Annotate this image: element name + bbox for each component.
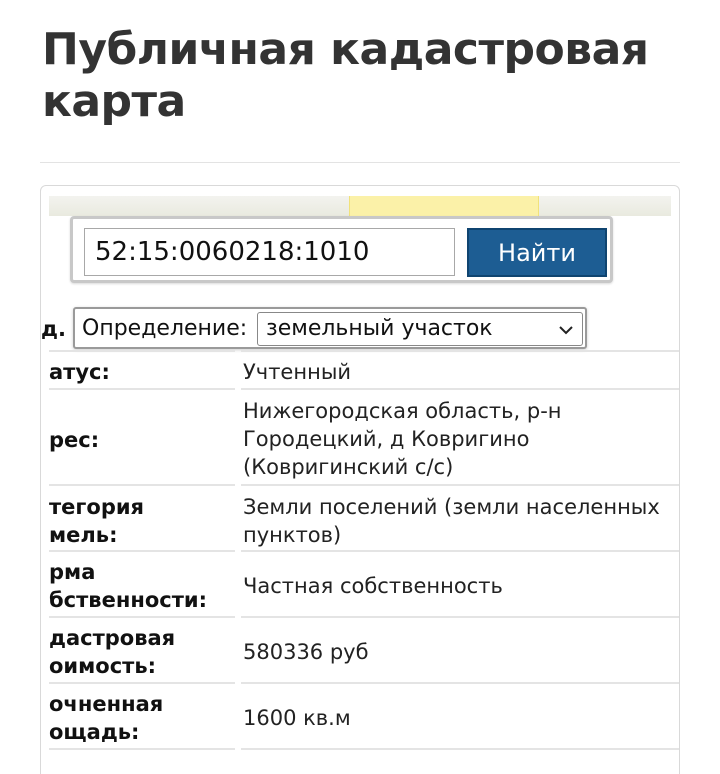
row-value: 1600 кв.м <box>243 706 351 730</box>
row-label: очненная ощадь: <box>49 692 164 744</box>
row-label: рма бственности: <box>49 560 207 612</box>
row-label: рес: <box>49 428 100 452</box>
row-value: Земли поселений (земли населенных пунктов) <box>243 495 660 547</box>
definition-label: Определение: <box>82 316 248 341</box>
row-label: тегория мель: <box>49 495 145 547</box>
row-divider <box>241 616 680 618</box>
row-divider <box>241 748 680 750</box>
cadastral-number-input[interactable] <box>84 228 455 276</box>
title-divider <box>40 162 680 163</box>
find-button[interactable]: Найти <box>467 228 607 277</box>
row-divider <box>241 550 680 552</box>
object-type-selected: земельный участок <box>266 316 493 341</box>
row-divider <box>49 350 235 352</box>
chevron-down-icon <box>558 322 574 338</box>
row-label: атус: <box>49 360 110 384</box>
object-type-select[interactable] <box>257 312 583 346</box>
row-label: дастровая оимость: <box>49 626 176 678</box>
row-divider <box>241 484 680 486</box>
map-highlight <box>349 196 539 216</box>
page-title-line-2: карта <box>42 76 186 127</box>
row-divider <box>49 484 235 486</box>
definition-box <box>73 307 587 349</box>
row-divider <box>49 550 235 552</box>
page-title-line-1: Публичная кадастровая <box>42 24 649 75</box>
row-divider <box>49 616 235 618</box>
row-divider <box>241 388 680 390</box>
page-title <box>42 24 682 128</box>
definition-side-label: д. <box>41 317 66 341</box>
cadastral-panel <box>40 185 680 774</box>
row-value: Нижегородская область, р-н Городецкий, д Ковригино (Ковригинский с/с) <box>243 399 562 479</box>
row-divider <box>241 682 680 684</box>
row-divider <box>49 388 235 390</box>
row-divider <box>49 748 235 750</box>
search-box <box>70 216 613 283</box>
row-value: Частная собственность <box>243 574 503 598</box>
row-value: 580336 руб <box>243 640 369 664</box>
row-divider <box>49 682 235 684</box>
row-value: Учтенный <box>243 360 352 384</box>
row-divider <box>241 350 680 352</box>
map-strip[interactable] <box>49 196 671 216</box>
